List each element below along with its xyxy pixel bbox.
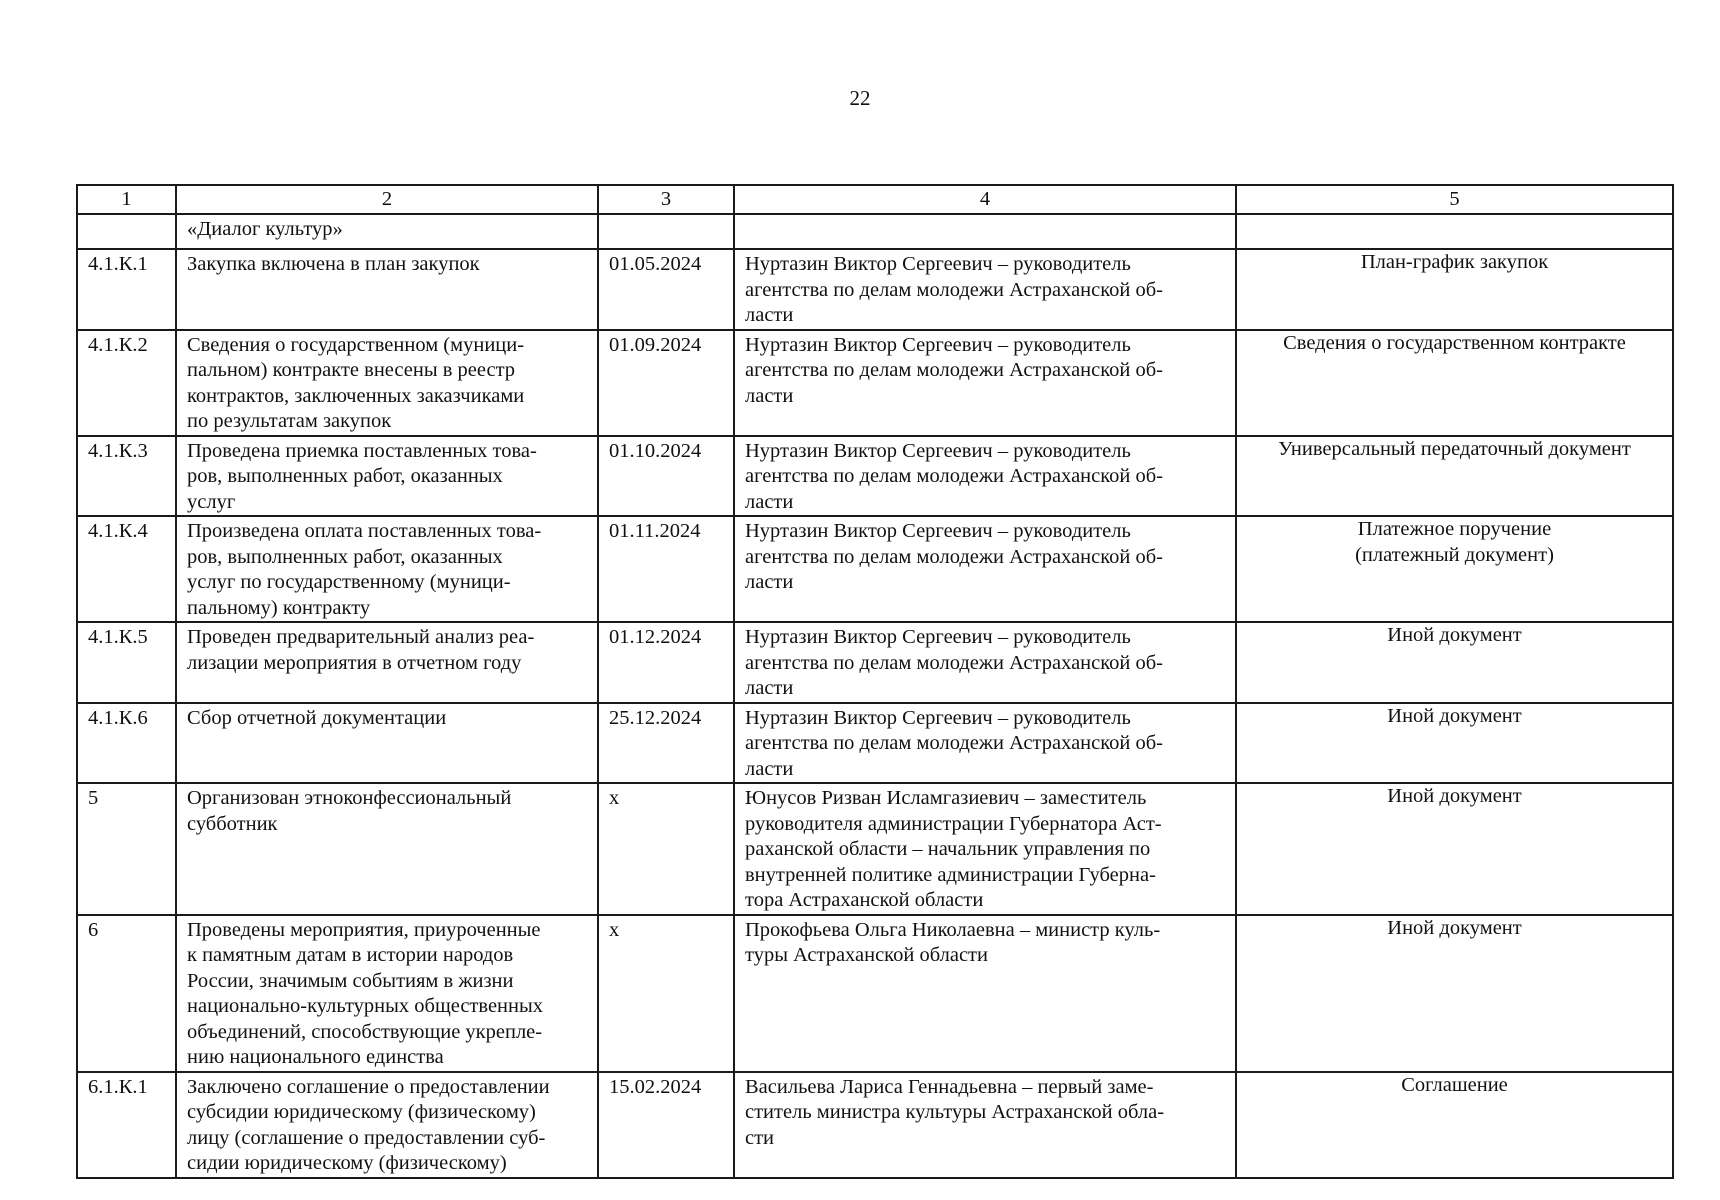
date-cell: 01.09.2024 (598, 330, 734, 436)
table-row (77, 783, 1673, 915)
document-cell: План-график закупок (1236, 249, 1673, 330)
event-cell: Произведена оплата поставленных това- ров, выполненных работ, оказанных услуг по государственному (муници- пальному) контракту (176, 516, 598, 622)
table-row (77, 249, 1673, 330)
table-row (77, 436, 1673, 517)
responsible-cell: Прокофьева Ольга Николаевна – министр куль- туры Астраханской области (734, 915, 1236, 1072)
table-row (77, 915, 1673, 1072)
date-cell: 01.12.2024 (598, 622, 734, 703)
subheader-cell-4 (734, 214, 1236, 249)
event-cell: Сбор отчетной документации (176, 703, 598, 784)
document-cell: Сведения о государственном контракте (1236, 330, 1673, 436)
page-number: 22 (849, 86, 871, 110)
column-header-3: 3 (598, 185, 734, 214)
section-title: «Диалог культур» (187, 218, 343, 240)
table-row (77, 703, 1673, 784)
document-cell: Иной документ (1236, 703, 1673, 784)
event-cell: Сведения о государственном (муници- пальном) контракте внесены в реестр контрактов, заключенных заказчиками по результатам закупок (176, 330, 598, 436)
date-cell: 01.10.2024 (598, 436, 734, 517)
subheader-cell-2 (176, 214, 598, 249)
date-cell: 15.02.2024 (598, 1072, 734, 1178)
event-cell: Проведен предварительный анализ реа- лизации мероприятия в отчетном году (176, 622, 598, 703)
row-number-cell: 4.1.К.1 (77, 249, 176, 330)
row-number-cell: 4.1.К.4 (77, 516, 176, 622)
responsible-cell: Васильева Лариса Геннадьевна – первый заме- ститель министра культуры Астраханской обла- сти (734, 1072, 1236, 1178)
date-cell: х (598, 915, 734, 1072)
row-number-cell: 6 (77, 915, 176, 1072)
event-cell: Проведена приемка поставленных това- ров, выполненных работ, оказанных услуг (176, 436, 598, 517)
document-cell: Иной документ (1236, 915, 1673, 1072)
document-cell: Иной документ (1236, 783, 1673, 915)
subheader-cell-5 (1236, 214, 1673, 249)
responsible-cell: Нуртазин Виктор Сергеевич – руководитель агентства по делам молодежи Астраханской об- ласти (734, 703, 1236, 784)
event-cell: Проведены мероприятия, приуроченные к памятным датам в истории народов России, значимым событиям в жизни национально-культурных общественных объединений, способствующие укрепле- нию национального единства (176, 915, 598, 1072)
subheader-cell-3 (598, 214, 734, 249)
responsible-cell: Нуртазин Виктор Сергеевич – руководитель агентства по делам молодежи Астраханской об- ласти (734, 516, 1236, 622)
column-header-5: 5 (1236, 185, 1673, 214)
row-number-cell: 5 (77, 783, 176, 915)
row-number-cell: 4.1.К.2 (77, 330, 176, 436)
date-cell: 01.05.2024 (598, 249, 734, 330)
responsible-cell: Юнусов Ризван Исламгазиевич – заместитель руководителя администрации Губернатора Аст- раханской области – начальник управления по внутренней политике администрации Губерна- тора Астраханской области (734, 783, 1236, 915)
row-number-cell: 4.1.К.3 (77, 436, 176, 517)
table-row (77, 516, 1673, 622)
table-row (77, 622, 1673, 703)
column-header-4: 4 (734, 185, 1236, 214)
event-cell: Заключено соглашение о предоставлении субсидии юридическому (физическому) лицу (соглашение о предоставлении суб- сидии юридическому (физическому) (176, 1072, 598, 1178)
date-cell: 01.11.2024 (598, 516, 734, 622)
responsible-cell: Нуртазин Виктор Сергеевич – руководитель агентства по делам молодежи Астраханской об- ласти (734, 249, 1236, 330)
column-header-2: 2 (176, 185, 598, 214)
responsible-cell: Нуртазин Виктор Сергеевич – руководитель агентства по делам молодежи Астраханской об- ласти (734, 622, 1236, 703)
table-row (77, 330, 1673, 436)
date-cell: х (598, 783, 734, 915)
row-number-cell: 6.1.К.1 (77, 1072, 176, 1178)
row-number-cell: 4.1.К.5 (77, 622, 176, 703)
column-header-1: 1 (77, 185, 176, 214)
document-cell: Платежное поручение (платежный документ) (1236, 516, 1673, 622)
document-cell: Соглашение (1236, 1072, 1673, 1178)
event-cell: Закупка включена в план закупок (176, 249, 598, 330)
document-cell: Иной документ (1236, 622, 1673, 703)
date-cell: 25.12.2024 (598, 703, 734, 784)
responsible-cell: Нуртазин Виктор Сергеевич – руководитель агентства по делам молодежи Астраханской об- ласти (734, 436, 1236, 517)
row-number-cell: 4.1.К.6 (77, 703, 176, 784)
section-subheader-row (77, 214, 1673, 249)
column-number-row (77, 185, 1673, 214)
table-row (77, 1072, 1673, 1178)
responsible-cell: Нуртазин Виктор Сергеевич – руководитель агентства по делам молодежи Астраханской об- ласти (734, 330, 1236, 436)
document-cell: Универсальный передаточный документ (1236, 436, 1673, 517)
event-cell: Организован этноконфессиональный субботник (176, 783, 598, 915)
subheader-cell-1 (77, 214, 176, 249)
plan-table (76, 184, 1674, 1179)
